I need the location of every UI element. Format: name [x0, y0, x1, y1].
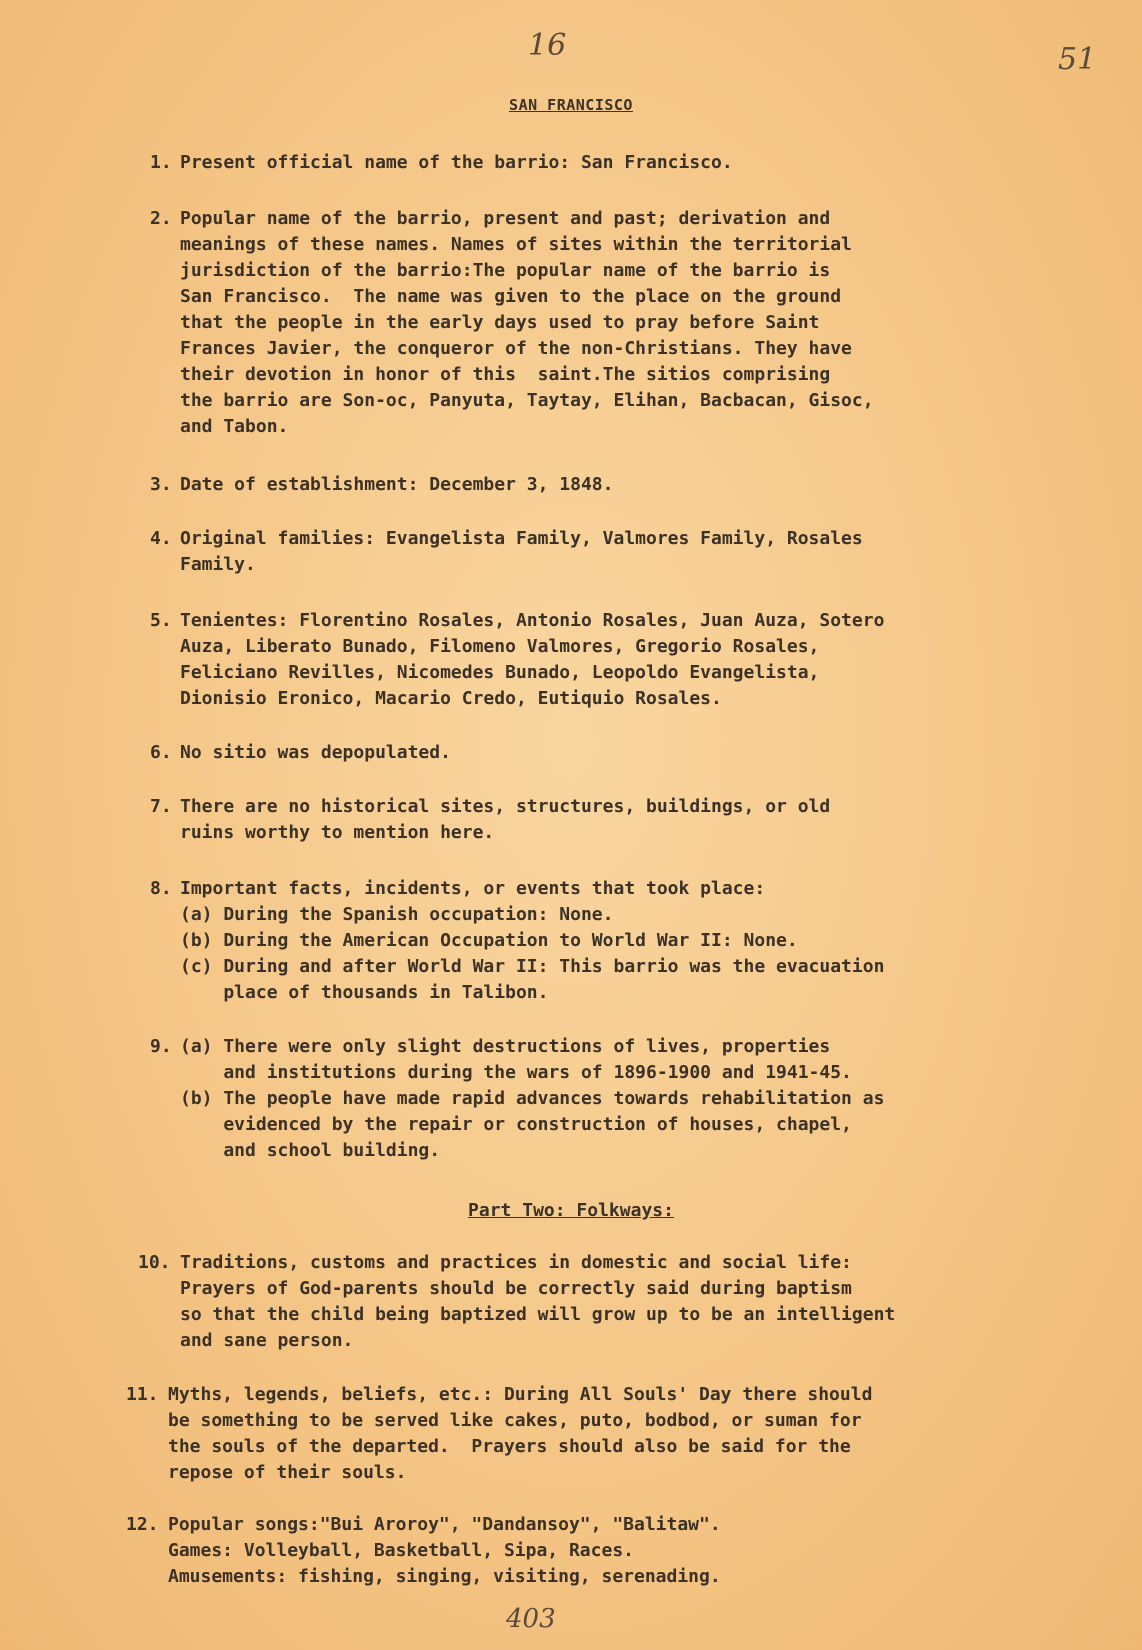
- handwritten-mark-top: 16: [528, 28, 567, 63]
- handwritten-page-number-bottom: 403: [506, 1604, 556, 1634]
- item-number: 9.: [150, 1036, 172, 1057]
- item-line: There are no historical sites, structures, buildings, or old: [180, 796, 831, 817]
- item-line: Popular name of the barrio, present and past; derivation and: [180, 208, 831, 229]
- item-line: Prayers of God-parents should be correctly said during baptism: [180, 1278, 852, 1299]
- item-line: Frances Javier, the conqueror of the non-Christians. They have: [180, 338, 852, 359]
- item-number: 6.: [150, 742, 172, 763]
- item-line: Popular songs:"Bui Aroroy", "Dandansoy", "Balitaw".: [168, 1514, 721, 1535]
- item-line: (c) During and after World War II: This barrio was the evacuation: [180, 956, 885, 977]
- handwritten-page-number-top: 51: [1058, 42, 1097, 77]
- item-line: and Tabon.: [180, 416, 289, 437]
- item-number: 8.: [150, 878, 172, 899]
- item-line: (b) The people have made rapid advances towards rehabilitation as: [180, 1088, 885, 1109]
- item-line: the souls of the departed. Prayers should also be said for the: [168, 1436, 851, 1457]
- item-line: Tenientes: Florentino Rosales, Antonio Rosales, Juan Auza, Sotero: [180, 610, 885, 631]
- item-line: their devotion in honor of this saint.The sitios comprising: [180, 364, 831, 385]
- item-line: Amusements: fishing, singing, visiting, serenading.: [168, 1566, 721, 1587]
- page-title: SAN FRANCISCO: [509, 96, 633, 114]
- item-line: and institutions during the wars of 1896-1900 and 1941-45.: [180, 1062, 852, 1083]
- item-line: Date of establishment: December 3, 1848.: [180, 474, 614, 495]
- item-line: that the people in the early days used to pray before Saint: [180, 312, 820, 333]
- item-line: Family.: [180, 554, 256, 575]
- item-line: Traditions, customs and practices in domestic and social life:: [180, 1252, 852, 1273]
- item-line: the barrio are Son-oc, Panyuta, Taytay, Elihan, Bacbacan, Gisoc,: [180, 390, 874, 411]
- item-line: evidenced by the repair or construction of houses, chapel,: [180, 1114, 852, 1135]
- item-line: be something to be served like cakes, puto, bodbod, or suman for: [168, 1410, 862, 1431]
- item-line: ruins worthy to mention here.: [180, 822, 495, 843]
- item-line: meanings of these names. Names of sites within the territorial: [180, 234, 852, 255]
- item-line: (a) There were only slight destructions of lives, properties: [180, 1036, 831, 1057]
- item-line: Important facts, incidents, or events that took place:: [180, 878, 766, 899]
- item-number: 4.: [150, 528, 172, 549]
- item-line: San Francisco. The name was given to the place on the ground: [180, 286, 842, 307]
- item-line: Present official name of the barrio: San Francisco.: [180, 152, 733, 173]
- item-number: 2.: [150, 208, 172, 229]
- item-number: 1.: [150, 152, 172, 173]
- item-number: 11.: [126, 1384, 159, 1405]
- item-line: repose of their souls.: [168, 1462, 407, 1483]
- item-line: (a) During the Spanish occupation: None.: [180, 904, 614, 925]
- item-number: 7.: [150, 796, 172, 817]
- item-line: Dionisio Eronico, Macario Credo, Eutiquio Rosales.: [180, 688, 722, 709]
- item-line: and sane person.: [180, 1330, 354, 1351]
- item-number: 10.: [138, 1252, 171, 1273]
- item-line: Myths, legends, beliefs, etc.: During All Souls' Day there should: [168, 1384, 873, 1405]
- item-line: Auza, Liberato Bunado, Filomeno Valmores, Gregorio Rosales,: [180, 636, 820, 657]
- item-number: 5.: [150, 610, 172, 631]
- item-line: jurisdiction of the barrio:The popular name of the barrio is: [180, 260, 831, 281]
- item-number: 12.: [126, 1514, 159, 1535]
- part-two-title: Part Two: Folkways:: [468, 1200, 674, 1221]
- item-line: (b) During the American Occupation to World War II: None.: [180, 930, 798, 951]
- item-line: Feliciano Revilles, Nicomedes Bunado, Leopoldo Evangelista,: [180, 662, 820, 683]
- item-line: and school building.: [180, 1140, 441, 1161]
- item-number: 3.: [150, 474, 172, 495]
- item-line: Original families: Evangelista Family, Valmores Family, Rosales: [180, 528, 863, 549]
- item-line: place of thousands in Talibon.: [180, 982, 549, 1003]
- item-line: so that the child being baptized will grow up to be an intelligent: [180, 1304, 896, 1325]
- item-line: Games: Volleyball, Basketball, Sipa, Races.: [168, 1540, 634, 1561]
- item-line: No sitio was depopulated.: [180, 742, 451, 763]
